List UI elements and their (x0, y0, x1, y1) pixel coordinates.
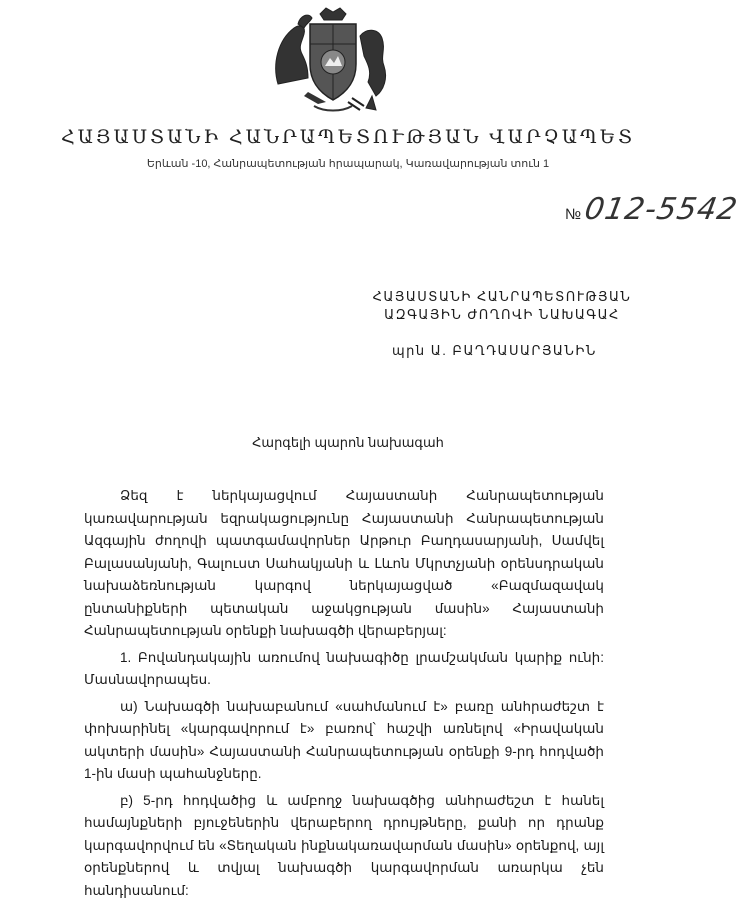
body-paragraph: բ) 5-րդ հոդվածից և ամբողջ նախագծից անհրաժեշտ է հանել համայնքների բյուջեներին վերաբերող դրույթները, քանի որ դրանք կարգավորվում են «Տեղական ինքնակառավարման մասին» օրենքով, այլ օրենքներով և տվյալ նախագծի կարգավորման առարկա չեն հանդիսանում: (84, 792, 604, 898)
body-paragraph: 1. Բովանդակային առումով նախագիծը լրամշակման կարիք ունի: Մասնավորապես. (84, 649, 604, 687)
registration-prefix: № (565, 206, 582, 223)
recipient-name: պրն Ա. ԲԱՂԴԱՍԱՐՅԱՆԻՆ (392, 343, 597, 358)
addressee-block (352, 288, 652, 324)
coat-of-arms-emblem (268, 6, 398, 114)
registration-number: 012-5542 (581, 192, 741, 227)
letter-body (84, 485, 604, 906)
body-paragraph: ա) Նախագծի նախաբանում «սահմանում է» բառը անհրաժեշտ է փոխարինել «կարգավորում է» բառով՝ հաշվի առնելով «Իրավական ակտերի մասին» Հայաստանի Հանրապետության օրենքի 9-րդ հոդվածի 1-ին մասի պահանջները. (84, 698, 604, 781)
body-paragraph: Ձեզ է ներկայացվում Հայաստանի Հանրապետության կառավարության եզրակացությունը Հայաստանի Հանրապետության Ազգային ժողովի պատգամավորներ Արթուր Բաղդասարյանի, Սամվել Բալասանյանի, Գալուստ Սահակյանի և Լևոն Մկրտչյանի օրենսդրական նախաձեռնության կարգով ներկայացված «Բազմազավակ ընտանիքների պետական աջակցության մասին» Հայաստանի Հանրապետության օրենքի նախագծի վերաբերյալ: (84, 488, 604, 638)
addressee-line-1: ՀԱՅԱՍՏԱՆԻ ՀԱՆՐԱՊԵՏՈՒԹՅԱՆ (372, 289, 632, 304)
organization-title: ՀԱՅԱՍՏԱՆԻ ՀԱՆՐԱՊԵՏՈՒԹՅԱՆ ՎԱՐՉԱՊԵՏ (60, 127, 636, 148)
addressee-line-2: ԱԶԳԱՅԻՆ ԺՈՂՈՎԻ ՆԱԽԱԳԱՀ (384, 307, 620, 322)
organization-address: Երևան -10, Հանրապետության հրապարակ, Կառավարության տուն 1 (146, 158, 550, 170)
salutation: Հարգելի պարոն նախագահ (252, 435, 444, 450)
